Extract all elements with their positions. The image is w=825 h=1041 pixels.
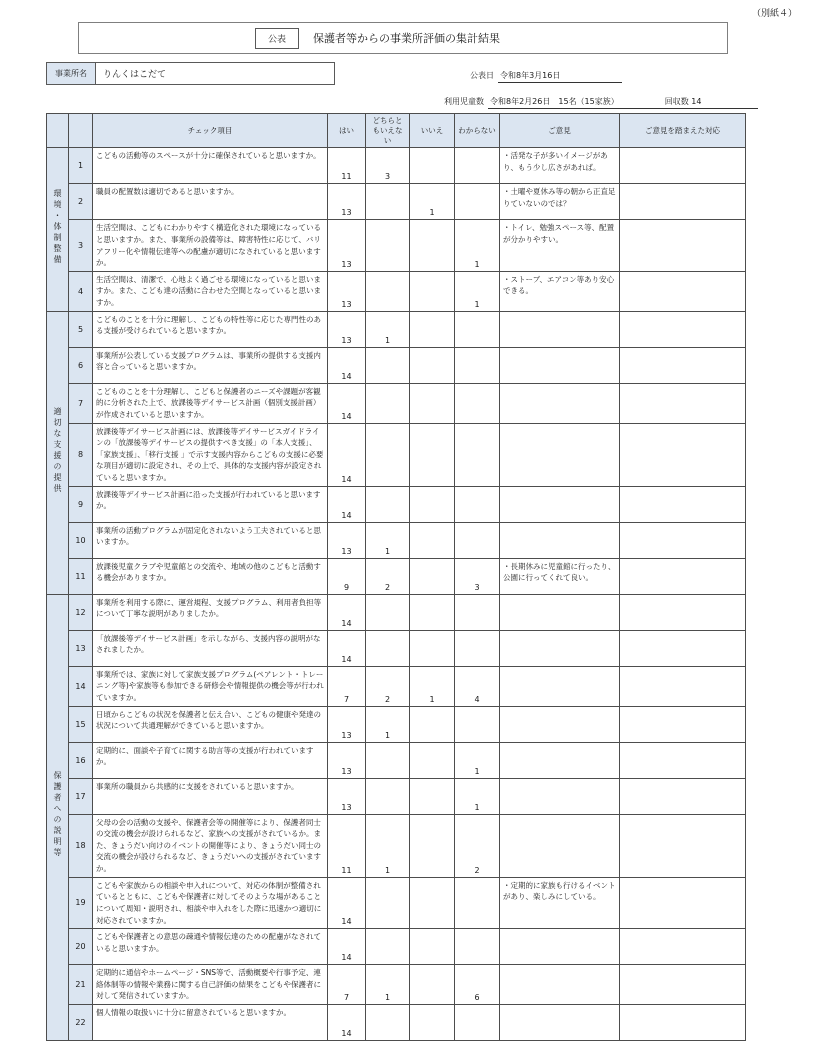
table-row: [47, 965, 746, 1005]
count-yes: 14: [328, 347, 366, 383]
count-unknown: [455, 423, 500, 486]
check-item: 事業所では、家族に対して家族支援プログラム(ペアレント・トレーニング等)や家族等も参加できる研修会や情報提供の機会等が行われていますか。: [93, 666, 328, 706]
opinion: [500, 742, 620, 778]
count-unknown: 1: [455, 778, 500, 814]
count-no: 1: [410, 184, 455, 220]
table-row: [47, 706, 746, 742]
row-number: 2: [69, 184, 93, 220]
count-yes: 14: [328, 1005, 366, 1041]
response: [620, 929, 746, 965]
count-yes: 13: [328, 271, 366, 311]
table-row: [47, 148, 746, 184]
count-no: [410, 220, 455, 272]
count-neither: 1: [366, 706, 410, 742]
check-item: 「放課後等デイサービス計画」を示しながら、支援内容の説明がなされましたか。: [93, 630, 328, 666]
opinion: ・長期休みに児童館に行ったり、公園に行ってくれて良い。: [500, 558, 620, 594]
opinion: [500, 1005, 620, 1041]
row-number: 20: [69, 929, 93, 965]
count-no: [410, 311, 455, 347]
count-yes: 7: [328, 666, 366, 706]
count-neither: [366, 220, 410, 272]
table-row: [47, 1005, 746, 1041]
check-item: 放課後等デイサービス計画には、放課後等デイサービスガイドラインの「放課後等デイサービスの提供すべき支援」の「本人支援」、「家族支援」、「移行支援 」で示す支援内容からこどもの支援に必要な項目が適切に設定され、その上で、具体的な支援内容が設定されていると思いますか。: [93, 423, 328, 486]
response: [620, 311, 746, 347]
count-yes: 13: [328, 778, 366, 814]
count-unknown: [455, 706, 500, 742]
count-unknown: [455, 630, 500, 666]
table-row: [47, 423, 746, 486]
response: [620, 558, 746, 594]
office-name-label: 事業所名: [47, 63, 96, 84]
count-yes: 14: [328, 383, 366, 423]
response: [620, 383, 746, 423]
table-row: [47, 220, 746, 272]
response: [620, 522, 746, 558]
count-neither: [366, 877, 410, 929]
office-name-box: [46, 62, 335, 85]
check-item: 生活空間は、こどもにわかりやすく構造化された環境になっていると思いますか。また、事業所の設備等は、障害特性に応じて、バリアフリー化や情報伝達等への配慮が適切になされていると思いますか。: [93, 220, 328, 272]
row-number: 8: [69, 423, 93, 486]
office-name-value: りんくはこだて: [103, 70, 167, 80]
check-item: 生活空間は、清潔で、心地よく過ごせる環境になっていると思いますか。また、こども達の活動に合わせた空間となっていると思いますか。: [93, 271, 328, 311]
count-neither: [366, 1005, 410, 1041]
check-item: 日頃からこどもの状況を保護者と伝え合い、こどもの健康や発達の状況について共通理解ができていると思いますか。: [93, 706, 328, 742]
count-no: [410, 486, 455, 522]
table-row: [47, 877, 746, 929]
count-yes: 14: [328, 594, 366, 630]
response: [620, 594, 746, 630]
row-number: 10: [69, 522, 93, 558]
opinion: [500, 594, 620, 630]
opinion: ・トイレ、勉強スペース等、配置が分かりやすい。: [500, 220, 620, 272]
check-item: こどもの活動等のスペースが十分に確保されていると思いますか。: [93, 148, 328, 184]
check-item: 放課後児童クラブや児童館との交流や、地域の他のこどもと活動する機会がありますか。: [93, 558, 328, 594]
check-item: 事業所の職員から共感的に支援をされていると思いますか。: [93, 778, 328, 814]
count-unknown: 4: [455, 666, 500, 706]
check-item: こどものことを十分理解し、こどもと保護者のニーズや課題が客観的に分析された上で、放課後等デイサービス計画（個別支援計画）が作成されていると思いますか。: [93, 383, 328, 423]
table-row: [47, 814, 746, 877]
count-neither: [366, 423, 410, 486]
row-number: 21: [69, 965, 93, 1005]
row-number: 17: [69, 778, 93, 814]
row-number: 11: [69, 558, 93, 594]
response: [620, 742, 746, 778]
header-neither: どちらともいえない: [366, 114, 410, 148]
count-no: [410, 271, 455, 311]
publish-date-value: 令和8年3月16日: [498, 70, 622, 83]
count-neither: 1: [366, 814, 410, 877]
table-row: [47, 778, 746, 814]
table-row: [47, 347, 746, 383]
page-title: 保護者等からの事業所評価の集計結果: [313, 32, 501, 45]
count-no: [410, 814, 455, 877]
row-number: 4: [69, 271, 93, 311]
table-row: [47, 594, 746, 630]
count-no: [410, 630, 455, 666]
header-check-item: チェック項目: [93, 114, 328, 148]
count-no: 1: [410, 666, 455, 706]
group-label: [47, 148, 69, 311]
count-unknown: 1: [455, 742, 500, 778]
table-row: [47, 929, 746, 965]
count-no: [410, 778, 455, 814]
opinion: [500, 383, 620, 423]
count-neither: 2: [366, 666, 410, 706]
row-number: 16: [69, 742, 93, 778]
response: [620, 706, 746, 742]
count-no: [410, 558, 455, 594]
group-label-text: 適切な支援の提供: [53, 406, 62, 495]
count-neither: [366, 778, 410, 814]
opinion: [500, 486, 620, 522]
count-neither: 2: [366, 558, 410, 594]
response: [620, 148, 746, 184]
count-unknown: [455, 383, 500, 423]
count-yes: 14: [328, 423, 366, 486]
response: [620, 423, 746, 486]
check-item: 定期的に、面談や子育てに関する助言等の支援が行われていますか。: [93, 742, 328, 778]
count-neither: [366, 630, 410, 666]
count-unknown: [455, 148, 500, 184]
title-box: [78, 22, 728, 54]
table-row: [47, 558, 746, 594]
table-row: [47, 522, 746, 558]
check-item: 事業所が公表している支援プログラムは、事業所の提供する支援内容と合っていると思いますか。: [93, 347, 328, 383]
opinion: [500, 423, 620, 486]
count-neither: [366, 486, 410, 522]
count-yes: 13: [328, 706, 366, 742]
response: [620, 814, 746, 877]
row-number: 12: [69, 594, 93, 630]
count-yes: 11: [328, 814, 366, 877]
count-no: [410, 965, 455, 1005]
check-item: こどものことを十分に理解し、こどもの特性等に応じた専門性のある支援が受けられていると思いますか。: [93, 311, 328, 347]
count-yes: 9: [328, 558, 366, 594]
count-yes: 13: [328, 184, 366, 220]
table-row: [47, 630, 746, 666]
header-opinion: ご意見: [500, 114, 620, 148]
table-header-row: [47, 114, 746, 148]
row-number: 14: [69, 666, 93, 706]
publish-date-line: [470, 70, 622, 83]
count-neither: [366, 742, 410, 778]
count-unknown: [455, 929, 500, 965]
response: [620, 778, 746, 814]
table-row: [47, 383, 746, 423]
header-yes: はい: [328, 114, 366, 148]
publish-tag: 公表: [255, 28, 299, 49]
opinion: [500, 311, 620, 347]
table-row: [47, 486, 746, 522]
row-number: 5: [69, 311, 93, 347]
count-unknown: [455, 184, 500, 220]
count-no: [410, 347, 455, 383]
count-neither: [366, 347, 410, 383]
row-number: 7: [69, 383, 93, 423]
count-unknown: 1: [455, 271, 500, 311]
count-no: [410, 742, 455, 778]
count-no: [410, 594, 455, 630]
count-yes: 14: [328, 486, 366, 522]
opinion: [500, 522, 620, 558]
count-yes: 14: [328, 630, 366, 666]
count-unknown: [455, 347, 500, 383]
count-unknown: 3: [455, 558, 500, 594]
count-unknown: [455, 486, 500, 522]
check-item: 定期的に通信やホームページ・SNS等で、活動概要や行事予定、連絡体制等の情報や業務に関する自己評価の結果をこどもや保護者に対して発信されていますか。: [93, 965, 328, 1005]
count-unknown: [455, 311, 500, 347]
count-unknown: [455, 594, 500, 630]
opinion: [500, 814, 620, 877]
count-yes: 13: [328, 311, 366, 347]
row-number: 1: [69, 148, 93, 184]
table-row: [47, 666, 746, 706]
check-item: こどもや家族からの相談や申入れについて、対応の体制が整備されているとともに、こどもや保護者に対してそのような場があることについて周知・説明され、相談や申入れをした際に迅速かつ適切に対応されていますか。: [93, 877, 328, 929]
check-item: 事業所を利用する際に、運営規程、支援プログラム、利用者負担等について丁寧な説明がありましたか。: [93, 594, 328, 630]
response: [620, 347, 746, 383]
usage-label: 利用児童数: [444, 97, 484, 106]
opinion: [500, 929, 620, 965]
header-group-col: [47, 114, 69, 148]
header-no-answer: いいえ: [410, 114, 455, 148]
count-unknown: 6: [455, 965, 500, 1005]
opinion: ・土曜や夏休み等の朝から正直足りていないのでは？: [500, 184, 620, 220]
table-row: [47, 184, 746, 220]
response: [620, 630, 746, 666]
row-number: 15: [69, 706, 93, 742]
usage-count-line: [444, 96, 758, 109]
check-item: 放課後等デイサービス計画に沿った支援が行われていると思いますか。: [93, 486, 328, 522]
row-number: 13: [69, 630, 93, 666]
response: [620, 486, 746, 522]
response: [620, 877, 746, 929]
count-no: [410, 383, 455, 423]
count-neither: [366, 184, 410, 220]
response: [620, 666, 746, 706]
opinion: ・ストーブ、エアコン等あり安心できる。: [500, 271, 620, 311]
count-yes: 13: [328, 742, 366, 778]
group-label: [47, 311, 69, 594]
opinion: ・活発な子が多いイメージがあり、もう少し広さがあれば。: [500, 148, 620, 184]
group-label-text: 保護者への説明等: [53, 771, 62, 860]
row-number: 19: [69, 877, 93, 929]
row-number: 22: [69, 1005, 93, 1041]
count-yes: 14: [328, 877, 366, 929]
count-no: [410, 929, 455, 965]
count-yes: 14: [328, 929, 366, 965]
response: [620, 1005, 746, 1041]
table-row: [47, 742, 746, 778]
opinion: [500, 666, 620, 706]
count-no: [410, 148, 455, 184]
count-unknown: 2: [455, 814, 500, 877]
response: [620, 965, 746, 1005]
count-neither: [366, 929, 410, 965]
collected-label: 回収数: [664, 97, 689, 106]
count-no: [410, 1005, 455, 1041]
count-neither: 3: [366, 148, 410, 184]
count-neither: 1: [366, 522, 410, 558]
header-response: ご意見を踏まえた対応: [620, 114, 746, 148]
group-label-text: 環境・体制整備: [53, 188, 62, 266]
count-unknown: [455, 877, 500, 929]
count-unknown: [455, 522, 500, 558]
count-no: [410, 522, 455, 558]
check-item: 個人情報の取扱いに十分に留意されていると思いますか。: [93, 1005, 328, 1041]
row-number: 18: [69, 814, 93, 877]
usage-value: 令和8年2月26日 15名（15家族） 回収数 14: [488, 96, 758, 109]
opinion: [500, 347, 620, 383]
opinion: [500, 630, 620, 666]
count-neither: 1: [366, 965, 410, 1005]
count-neither: [366, 271, 410, 311]
opinion: [500, 778, 620, 814]
count-yes: 11: [328, 148, 366, 184]
attachment-label: （別紙４）: [751, 9, 797, 19]
count-neither: [366, 383, 410, 423]
opinion: [500, 706, 620, 742]
row-number: 6: [69, 347, 93, 383]
count-neither: [366, 594, 410, 630]
row-number: 9: [69, 486, 93, 522]
group-label: [47, 594, 69, 1040]
count-no: [410, 877, 455, 929]
response: [620, 271, 746, 311]
evaluation-table: [46, 113, 746, 1041]
count-yes: 7: [328, 965, 366, 1005]
collected-value: 14: [691, 97, 702, 106]
opinion: ・定期的に家族も行けるイベントがあり、楽しみにしている。: [500, 877, 620, 929]
header-no-col: [69, 114, 93, 148]
check-item: 職員の配置数は適切であると思いますか。: [93, 184, 328, 220]
count-no: [410, 706, 455, 742]
check-item: 事業所の活動プログラムが固定化されないよう工夫されていると思いますか。: [93, 522, 328, 558]
count-neither: 1: [366, 311, 410, 347]
count-yes: 13: [328, 220, 366, 272]
check-item: 父母の会の活動の支援や、保護者会等の開催等により、保護者同士の交流の機会が設けられるなど、家族への支援がされているか。また、きょうだい向けのイベントの開催等により、きょうだい同士の交流の機会が設けられるなど、きょうだいへの支援がされていますか。: [93, 814, 328, 877]
opinion: [500, 965, 620, 1005]
row-number: 3: [69, 220, 93, 272]
header-unknown: わからない: [455, 114, 500, 148]
count-no: [410, 423, 455, 486]
table-row: [47, 271, 746, 311]
count-unknown: 1: [455, 220, 500, 272]
count-yes: 13: [328, 522, 366, 558]
table-row: [47, 311, 746, 347]
check-item: こどもや保護者との意思の疎通や情報伝達のための配慮がなされていると思いますか。: [93, 929, 328, 965]
count-unknown: [455, 1005, 500, 1041]
response: [620, 220, 746, 272]
publish-date-label: 公表日: [470, 71, 494, 80]
response: [620, 184, 746, 220]
